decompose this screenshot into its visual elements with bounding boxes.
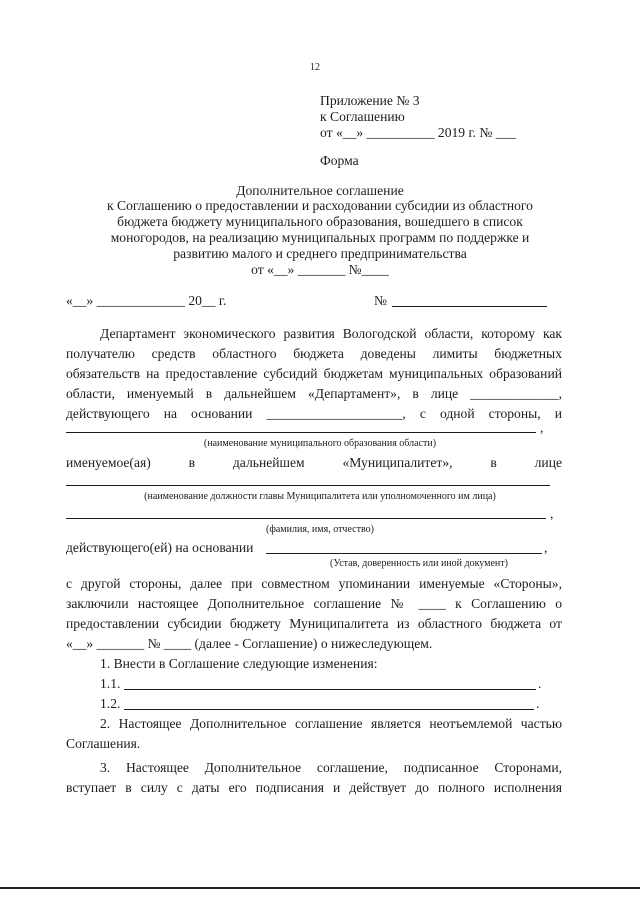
item-3-line1: 3. Настоящее Дополнительное соглашение, подписанное Сторонами, [100, 760, 562, 775]
doc-subtitle-line-4: развитию малого и среднего предпринимательства [173, 246, 467, 261]
appendix-date: от «__» __________ 2019 г. № ___ [320, 125, 517, 140]
named-as-line: именуемое(ая) в дальнейшем «Муниципалитет», в лице [66, 455, 562, 470]
item-2-line2: Соглашения. [66, 736, 141, 751]
para2-line2: заключили настоящее Дополнительное соглашение № ____ к Соглашению о [66, 596, 562, 611]
period: . [538, 676, 542, 691]
page-number: 12 [310, 62, 320, 73]
hint-position: (наименование должности главы Муниципалитета или уполномоченного им лица) [144, 491, 496, 502]
item-2-line1: 2. Настоящее Дополнительное соглашение является неотъемлемой частью [100, 716, 562, 731]
doc-subtitle-line-2: бюджета бюджету муниципального образования, вошедшего в список [117, 214, 523, 229]
agreement-number-blank [392, 306, 547, 307]
para1-line5: действующего на основании ____________________, с одной стороны, и [66, 406, 562, 421]
basis-blank [266, 553, 542, 554]
para2-line3: предоставлении субсидии бюджету Муниципалитета из областного бюджета от [66, 616, 562, 631]
hint-fio: (фамилия, имя, отчество) [266, 524, 374, 535]
doc-subtitle-line-3: моногородов, на реализацию муниципальных программ по поддержке и [110, 230, 530, 245]
para1-line3: обязательств на предоставление субсидий бюджетам муниципальных образований [66, 366, 562, 381]
doc-title: Дополнительное соглашение [236, 183, 404, 198]
para1-line1: Департамент экономического развития Вологодской области, которому как [100, 326, 562, 341]
agreement-date: «__» _____________ 20__ г. [66, 293, 227, 308]
hint-municipality: (наименование муниципального образования области) [203, 438, 437, 449]
item-1: 1. Внести в Соглашение следующие изменения: [100, 656, 378, 671]
para2-line1: с другой стороны, далее при совместном упоминании именуемые «Стороны», [66, 576, 562, 591]
municipality-name-blank [66, 432, 536, 433]
appendix-number: Приложение № 3 [320, 93, 420, 108]
item-1-2-label: 1.2. [100, 696, 121, 711]
item-1-1-blank [124, 689, 536, 690]
comma: , [540, 420, 544, 435]
position-blank [66, 485, 550, 486]
acting-basis-label: действующего(ей) на основании [66, 540, 254, 555]
hint-basis: (Устав, доверенность или иной документ) [330, 558, 508, 569]
appendix-agreement: к Соглашению [320, 109, 405, 124]
para1-line4: области, именуемый в дальнейшем «Департамент», в лице _____________, [66, 386, 562, 401]
page-bottom-edge [0, 887, 640, 889]
doc-subtitle-date: от «__» _______ №____ [251, 262, 389, 277]
item-1-1-label: 1.1. [100, 676, 121, 691]
agreement-number-label: № [374, 293, 387, 308]
comma: , [544, 540, 548, 555]
period: . [536, 696, 540, 711]
doc-subtitle-line-1: к Соглашению о предоставлении и расходовании субсидии из областного [107, 198, 533, 213]
fio-blank [66, 518, 546, 519]
item-1-2-blank [124, 709, 534, 710]
comma: , [550, 506, 554, 521]
para1-line2: получателю средств областного бюджета доведены лимиты бюджетных [66, 346, 562, 361]
form-label: Форма [320, 153, 359, 168]
item-3-line2: вступает в силу с даты его подписания и действует до полного исполнения [66, 780, 562, 795]
para2-line4: «__» _______ № ____ (далее - Соглашение) о нижеследующем. [66, 636, 433, 651]
